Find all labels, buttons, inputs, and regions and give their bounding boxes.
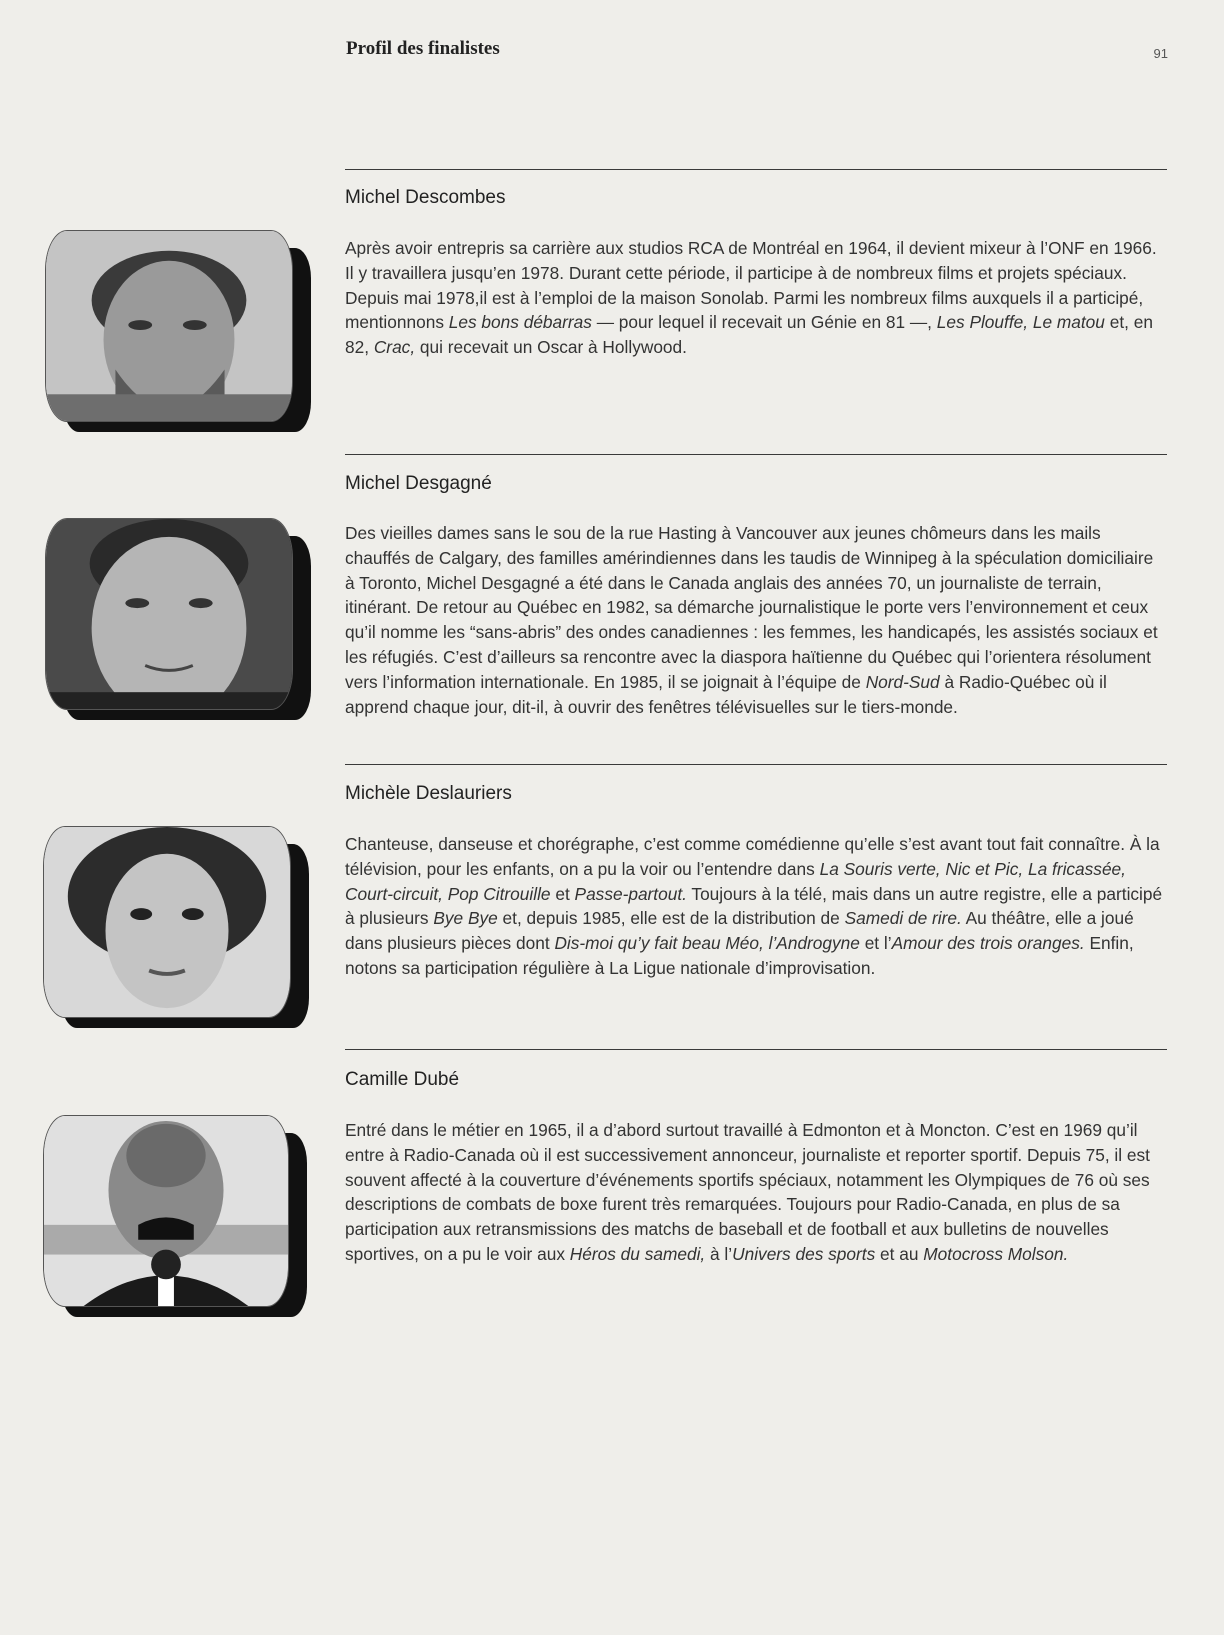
finalist-bio	[345, 521, 1167, 719]
finalist-photo	[43, 826, 291, 1018]
entry-divider	[345, 1049, 1167, 1050]
bio-text: et, depuis 1985, elle est de la distribution de	[497, 908, 845, 929]
bio-text: Toujours à la télé, mais dans un autre registre, elle a participé à plusieurs	[345, 883, 1163, 929]
bio-text: à Radio-Québec où il apprend chaque jour, dit-il, à ouvrir des fenêtres télévisuelles sur le tiers-monde.	[345, 671, 1107, 717]
bio-text: à l’	[705, 1243, 733, 1264]
finalist-bio	[345, 1118, 1167, 1267]
finalist-name: Camille Dubé	[345, 1069, 460, 1090]
entry-divider	[345, 454, 1167, 455]
page-number: 91	[1153, 46, 1168, 61]
bio-text: et, en 82,	[345, 312, 1153, 358]
finalist-bio	[345, 236, 1167, 360]
bio-text: et l’	[859, 933, 892, 954]
finalist-name: Michel Desgagné	[345, 473, 492, 494]
bio-italic-title: Les Plouffe, Le matou	[936, 312, 1105, 333]
bio-text: et	[550, 883, 575, 904]
entry-divider	[345, 764, 1167, 765]
section-title: Profil des finalistes	[346, 38, 500, 59]
bio-italic-title: Dis-moi qu’y fait beau Méo, l’Androgyne	[554, 933, 860, 954]
bio-italic-title: Crac,	[373, 337, 416, 358]
bio-text: et au	[875, 1243, 924, 1264]
finalist-photo	[45, 518, 293, 710]
finalist-bio	[345, 832, 1167, 981]
bio-text: Entré dans le métier en 1965, il a d’abord surtout travaillé à Edmonton et à Moncton. C’est en 1969 qu’il entre à Radio-Canada où il est successivement annonceur, journaliste et reporter sportif. Depuis 75, il est souvent affecté à la couverture d’événements sportifs spéciaux, notamment les Olympiques de 76 où ses descriptions de combats de boxe furent très remarquées. Toujours pour Radio-Canada, en plus de sa participation aux retransmissions des matchs de baseball et de football et aux bulletins de nouvelles sportives, on a pu le voir aux	[345, 1120, 1150, 1264]
bio-italic-title: La Souris verte, Nic et Pic, La fricassée, Court-circuit, Pop Citrouille	[345, 858, 1126, 904]
bio-italic-title: Les bons débarras	[448, 312, 592, 333]
bio-italic-title: Amour des trois oranges.	[891, 933, 1085, 954]
bio-text: Après avoir entrepris sa carrière aux studios RCA de Montréal en 1964, il devient mixeur à l’ONF en 1966. Il y travaillera jusqu’en 1978. Durant cette période, il participe à de nombreux films et projets spéciaux. Depuis mai 1978,il est à l’emploi de la maison Sonolab. Parmi les nombreux films auxquels il a participé, mentionnons	[345, 238, 1157, 333]
bio-italic-title: Samedi de rire.	[844, 908, 962, 929]
bio-italic-title: Héros du samedi,	[569, 1243, 706, 1264]
bio-italic-title: Bye Bye	[433, 908, 498, 929]
bio-text: qui recevait un Oscar à Hollywood.	[415, 337, 687, 358]
finalist-name: Michèle Deslauriers	[345, 783, 512, 804]
finalist-photo	[45, 230, 293, 422]
bio-italic-title: Motocross Molson.	[923, 1243, 1069, 1264]
bio-text: Chanteuse, danseuse et chorégraphe, c’est comme comédienne qu’elle s’est avant tout fait connaître. À la télévision, pour les enfants, on a pu la voir ou l’entendre dans	[345, 834, 1160, 879]
bio-text: Enfin, notons sa participation régulière à La Ligue nationale d’improvisation.	[345, 933, 1134, 978]
bio-text: Des vieilles dames sans le sou de la rue Hasting à Vancouver aux jeunes chômeurs dans les mails chauffés de Calgary, des familles amérindiennes dans les taudis de Winnipeg à la spéculation domiciliaire à Toronto, Michel Desgagné a été dans le Canada anglais des années 70, un journaliste de terrain, itinérant. De retour au Québec en 1982, sa démarche journalistique le porte vers l’environnement et ceux qu’il nomme les “sans-abris” des ondes canadiennes : les femmes, les handicapés, les assistés sociaux et les réfugiés. C’est d’ailleurs sa rencontre avec la diaspora haïtienne du Québec qui l’orientera résolument vers l’information internationale. En 1985, il se joignait à l’équipe de	[345, 523, 1158, 692]
bio-text: Au théâtre, elle a joué dans plusieurs pièces dont	[345, 908, 1134, 954]
finalist-name: Michel Descombes	[345, 187, 506, 208]
bio-text: — pour lequel il recevait un Génie en 81 —,	[591, 312, 937, 333]
bio-italic-title: Nord-Sud	[865, 671, 940, 692]
entry-divider	[345, 169, 1167, 170]
bio-italic-title: Passe-partout.	[574, 883, 687, 904]
bio-italic-title: Univers des sports	[732, 1243, 876, 1264]
page-header	[346, 38, 1168, 68]
finalist-photo	[43, 1115, 289, 1307]
